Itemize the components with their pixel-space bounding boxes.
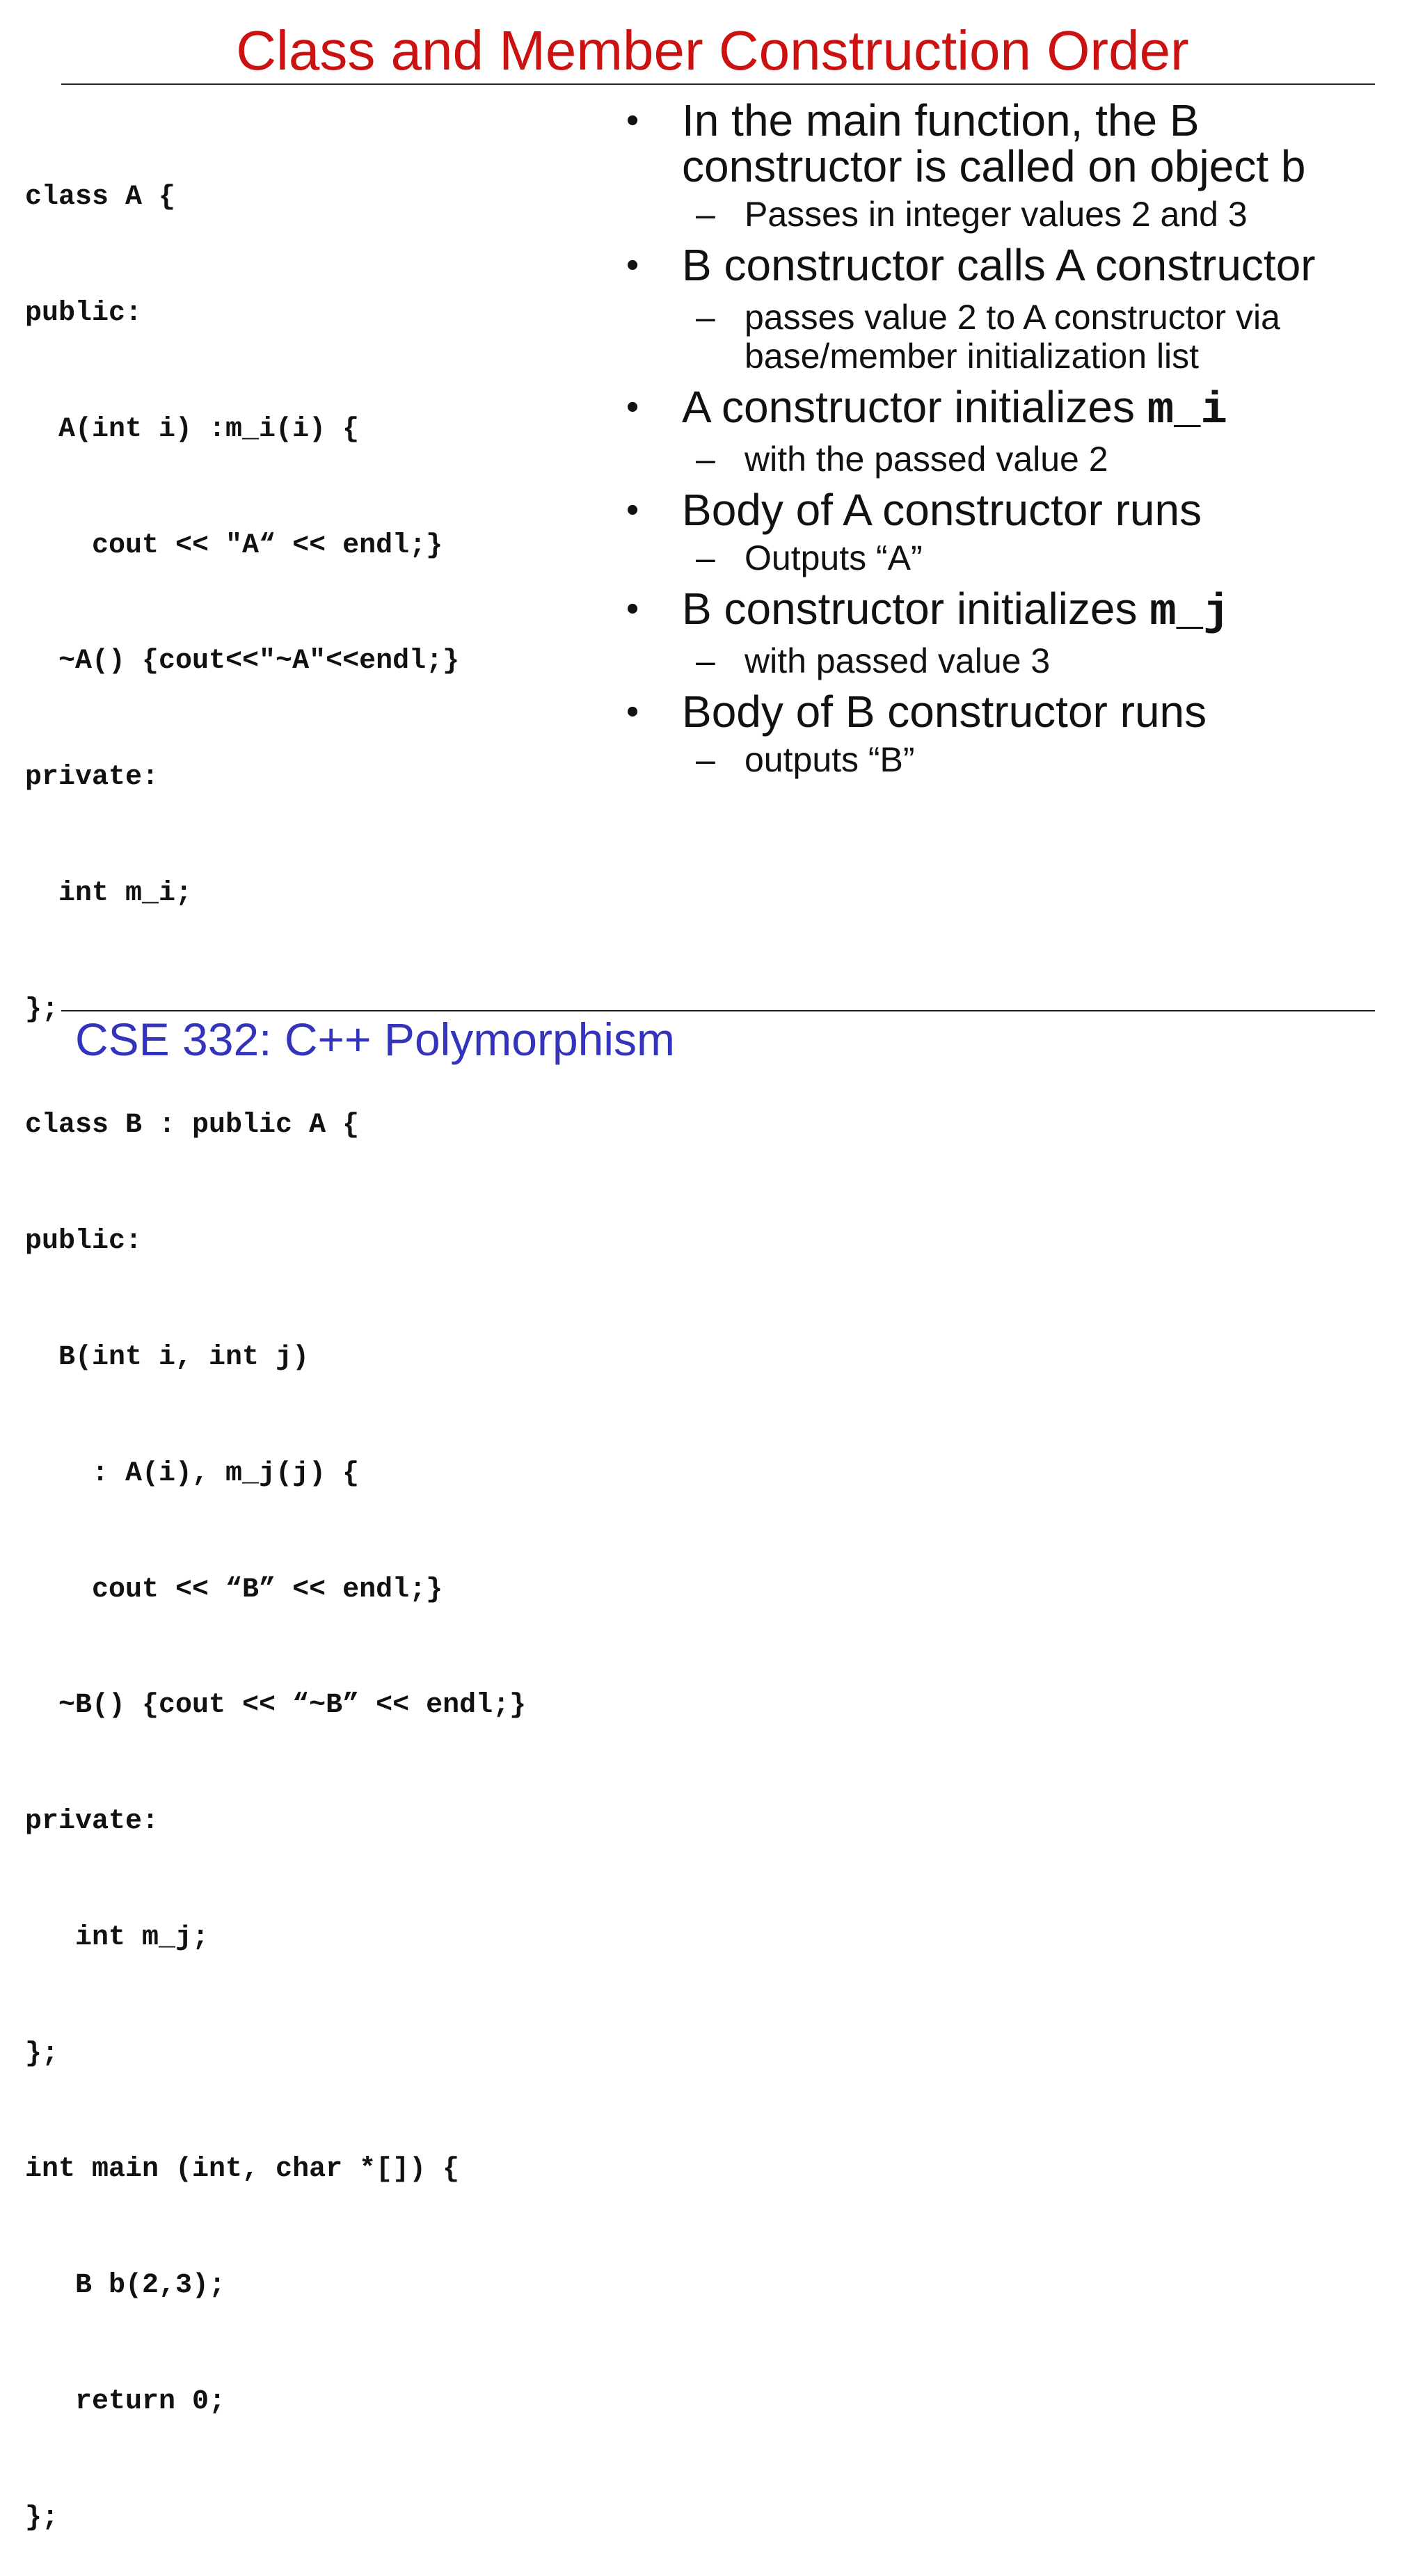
bullet-item <box>626 689 1419 735</box>
dash-icon: – <box>696 641 715 680</box>
sub-bullet-item <box>626 740 1419 779</box>
code-line-text: }; <box>25 2038 59 2070</box>
bullet-item <box>626 384 1419 434</box>
code-line <box>25 1222 526 1261</box>
dash-icon: – <box>696 538 715 577</box>
code-line <box>25 1338 526 1377</box>
footer-divider <box>61 1010 1375 1011</box>
code-line <box>25 527 526 566</box>
code-line-text: ~B() {cout << “~B” << endl;} <box>25 1690 527 1722</box>
bullet-text: In the main function, the B constructor is called on object b <box>682 95 1306 191</box>
sub-bullet-item <box>626 538 1419 577</box>
dash-icon: – <box>696 440 715 479</box>
code-line-text: public: <box>25 1226 143 1258</box>
sub-bullet-text: Outputs “A” <box>745 538 923 577</box>
slide-title: Class and Member Construction Order <box>236 19 1189 81</box>
code-line <box>25 1686 526 1725</box>
code-line-text: int main (int, char *[]) { <box>25 2154 460 2186</box>
bullet-dot-icon: • <box>626 589 639 629</box>
code-line-text: ~A() {cout<<"~A"<<endl;} <box>25 646 460 678</box>
code-line-text: B b(2,3); <box>25 2270 226 2302</box>
code-line <box>25 410 526 449</box>
bullet-list <box>626 97 1419 779</box>
footer-course-title: CSE 332: C++ Polymorphism <box>75 1014 676 1065</box>
code-line-text: }; <box>25 2502 59 2534</box>
code-line-text: cout << "A“ << endl;} <box>25 529 443 561</box>
bullet-text: A constructor initializes <box>682 382 1147 432</box>
member-name: m_j <box>1149 588 1230 638</box>
code-block <box>25 101 526 2576</box>
code-line-text: }; <box>25 993 59 1025</box>
sub-bullet-text: Passes in integer values 2 and 3 <box>745 195 1248 234</box>
bullet-dot-icon: • <box>626 100 639 141</box>
code-line-text: int m_i; <box>25 877 193 909</box>
sub-bullet-item <box>626 298 1419 376</box>
dash-icon: – <box>696 298 715 337</box>
code-line-text: class A { <box>25 182 176 214</box>
bullet-text: Body of B constructor runs <box>682 687 1207 737</box>
bullet-item <box>626 487 1419 533</box>
code-line-text: public: <box>25 297 143 329</box>
bullet-item <box>626 97 1419 189</box>
code-line-text: B(int i, int j) <box>25 1342 310 1373</box>
code-line-text: private: <box>25 1806 159 1838</box>
dash-icon: – <box>696 195 715 234</box>
code-line <box>25 758 526 797</box>
code-line <box>25 2383 526 2422</box>
bullet-dot-icon: • <box>626 691 639 732</box>
bullet-text: Body of A constructor runs <box>682 485 1202 535</box>
code-line <box>25 874 526 913</box>
code-line-text: class B : public A { <box>25 1110 360 1142</box>
title-divider <box>61 83 1375 85</box>
bullet-item <box>626 242 1419 288</box>
code-line-text: A(int i) :m_i(i) { <box>25 413 360 445</box>
sub-bullet-item <box>626 641 1419 680</box>
sub-bullet-text: with passed value 3 <box>745 641 1051 680</box>
sub-bullet-text: outputs “B” <box>745 740 915 779</box>
bullet-text: B constructor initializes <box>682 584 1150 634</box>
code-line-text: cout << “B” << endl;} <box>25 1574 443 1606</box>
code-line-text: : A(i), m_j(j) { <box>25 1457 360 1489</box>
bullet-dot-icon: • <box>626 490 639 530</box>
code-line <box>25 642 526 681</box>
code-line <box>25 2150 526 2189</box>
code-line <box>25 178 526 217</box>
code-line-text: return 0; <box>25 2386 226 2418</box>
code-line <box>25 1802 526 1841</box>
code-line <box>25 2499 526 2538</box>
code-line-text: private: <box>25 762 159 794</box>
code-line <box>25 294 526 333</box>
code-line <box>25 1919 526 1958</box>
bullet-item <box>626 586 1419 636</box>
dash-icon: – <box>696 740 715 779</box>
bullet-dot-icon: • <box>626 387 639 427</box>
code-line <box>25 2035 526 2074</box>
sub-bullet-text: with the passed value 2 <box>745 440 1108 479</box>
member-name: m_i <box>1147 386 1227 436</box>
code-line <box>25 1106 526 1145</box>
code-line <box>25 1455 526 1494</box>
sub-bullet-item <box>626 195 1419 234</box>
code-line-text: int m_j; <box>25 1921 209 1953</box>
sub-bullet-item <box>626 440 1419 479</box>
sub-bullet-text: passes value 2 to A constructor via base/member initialization list <box>745 298 1280 376</box>
bullet-text: B constructor calls A constructor <box>682 240 1316 290</box>
code-line <box>25 1571 526 1610</box>
code-line <box>25 2266 526 2305</box>
bullet-dot-icon: • <box>626 245 639 285</box>
